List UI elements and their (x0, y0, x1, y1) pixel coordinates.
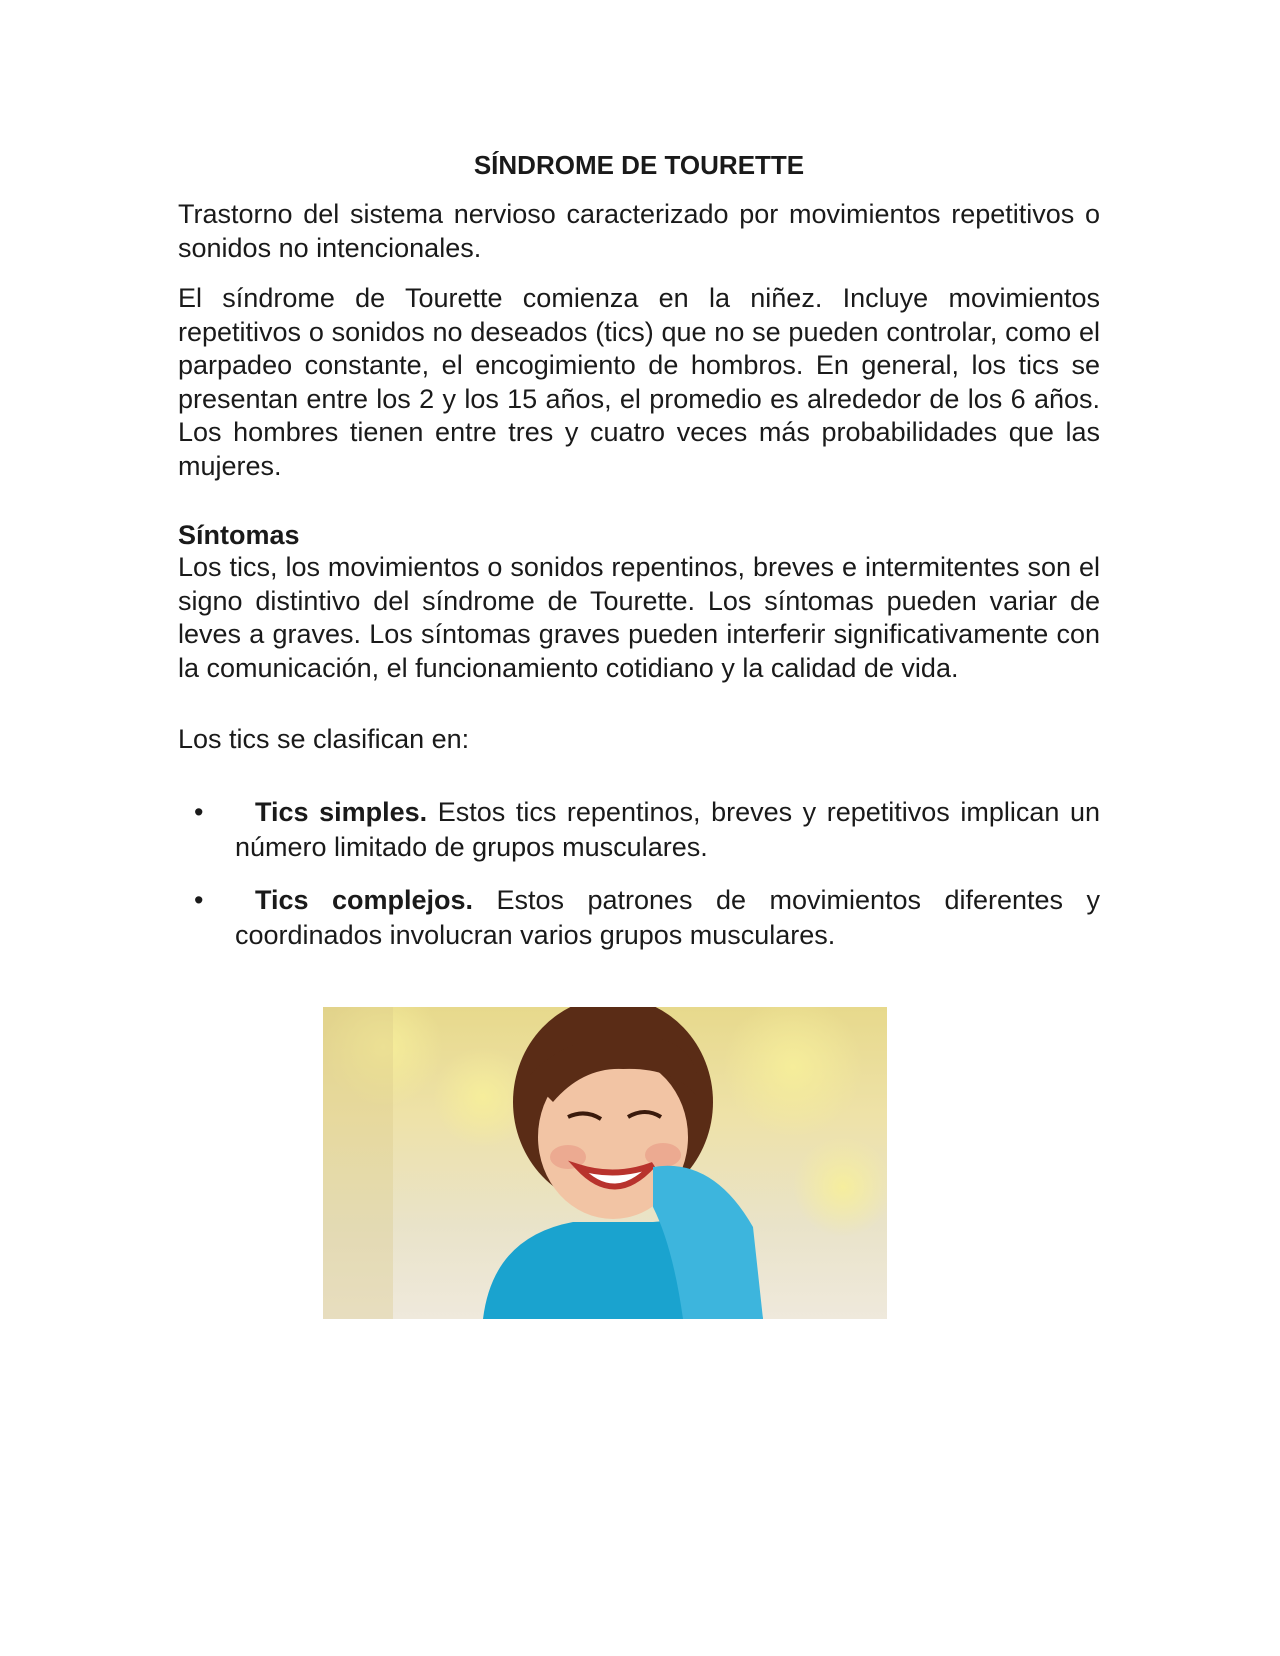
classification-intro: Los tics se clasifican en: (178, 724, 470, 754)
document-title: SÍNDROME DE TOURETTE (473, 150, 805, 180)
bullet-icon: • (194, 885, 204, 915)
list-item (178, 795, 1100, 865)
tic-types-list (178, 795, 1100, 953)
list-item (178, 883, 1100, 953)
child-photo (323, 1007, 887, 1319)
symptoms-paragraph: Los tics, los movimientos o sonidos repentinos, breves e intermitentes son el signo distintivo del síndrome de Tourette. Los síntomas pueden variar de leves a graves. Los síntomas graves pueden interferir significativamente con la comunicación, el funcionamiento cotidiano y la calidad de vida. (178, 552, 1100, 683)
tic-type-term: Tics complejos. (255, 885, 474, 915)
tic-type-term: Tics simples. (255, 797, 428, 827)
symptoms-heading: Síntomas (178, 520, 300, 550)
tic-type-text: Estos tics repentinos, breves y repetitivos implican un número limitado de grupos musculares. (235, 797, 1101, 862)
description-paragraph: El síndrome de Tourette comienza en la niñez. Incluye movimientos repetitivos o sonidos no deseados (tics) que no se pueden controlar, como el parpadeo constante, el encogimiento de hombros. En general, los tics se presentan entre los 2 y los 15 años, el promedio es alrededor de los 6 años. Los hombres tienen entre tres y cuatro veces más probabilidades que las mujeres. (178, 283, 1100, 481)
tic-type-text: Estos patrones de movimientos diferentes y coordinados involucran varios grupos musculares. (235, 885, 1100, 950)
bullet-icon: • (194, 797, 204, 827)
child-photo-illustration (323, 1007, 887, 1319)
intro-paragraph: Trastorno del sistema nervioso caracterizado por movimientos repetitivos o sonidos no intencionales. (178, 199, 1100, 263)
